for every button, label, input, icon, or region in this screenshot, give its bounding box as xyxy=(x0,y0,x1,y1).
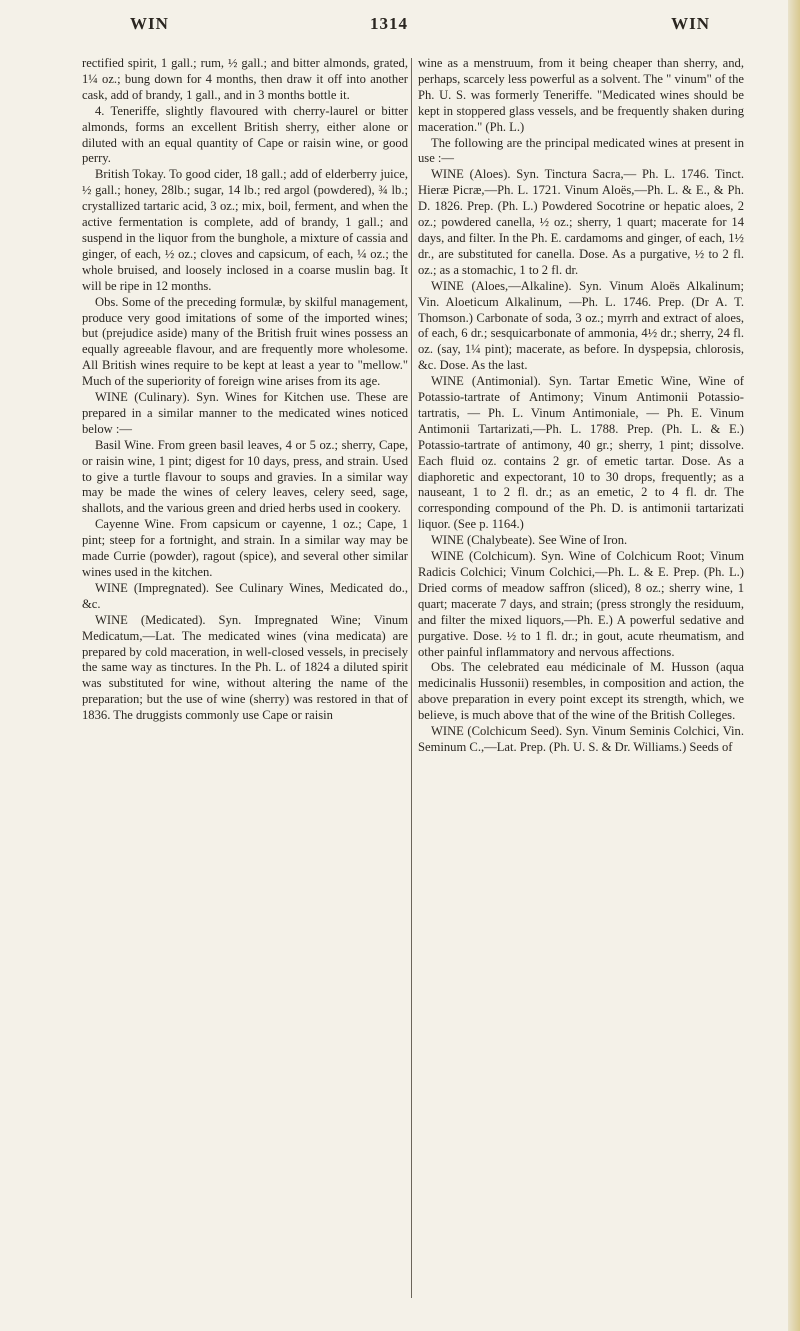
right-column xyxy=(418,56,744,756)
entry-wine-colchicum: WINE (Colchicum). Syn. Wine of Colchicum Root; Vinum Radicis Colchici; Vinum Colchici,—Ph. L. & E. Prep. (Ph. L.) Dried corms of meadow saffron (sliced), 8 oz.; sherry wine, 1 quart; macerate 7 days, and strain; (press strongly the residuum, and filter the mixed liquors,—Ph. E.) A powerful sedative and purgative. Dose. ½ to 1 fl. dr.; in gout, acute rheumatism, and other painful inflammatory and nervous affections. xyxy=(418,549,744,659)
paragraph-wine-menstruum: wine as a menstruum, from it being cheaper than sherry, and, perhaps, scarcely less powerful as a solvent. The " vinum" of the Ph. U. S. was formerly Teneriffe. "Medicated wines should be kept in stoppered glass vessels, and be frequently shaken during maceration." (Ph. L.) xyxy=(418,56,744,134)
entry-wine-culinary: WINE (Culinary). Syn. Wines for Kitchen use. These are prepared in a similar manner to the medicated wines noticed below :— xyxy=(82,390,408,436)
entry-wine-chalybeate: WINE (Chalybeate). See Wine of Iron. xyxy=(431,533,628,548)
entry-wine-impregnated: WINE (Impregnated). See Culinary Wines, Medicated do., &c. xyxy=(82,580,408,611)
paragraph-basil-wine: Basil Wine. From green basil leaves, 4 or 5 oz.; sherry, Cape, or raisin wine, 1 pint; digest for 10 days, press, and strain. Used to give a turtle flavour to soups and gravies. In a similar way may be made the wines of celery leaves, celery seed, sage, shallots, and the various green and dried herbs used in cookery. xyxy=(82,437,408,516)
entry-wine-antimonial: WINE (Antimonial). Syn. Tartar Emetic Wine, Wine of Potassio-tartrate of Antimony; Vinum Antimonii Potassio-tartratis, — Ph. L. Vinum Antimoniale, — Ph. E. Vinum Antimonii Tartarizati,—Ph. L. 1788. Prep. (Ph. L. & E.) Potassio-tartrate of antimony, 40 gr.; sherry, 1 pint; dissolve. Each fluid oz. contains 2 gr. of emetic tartar. Dose. As a diaphoretic and expectorant, 10 to 30 drops, frequently; as a nauseant, 1 to 2 fl. dr.; as an emetic, 2 to 4 fl. dr. The corresponding compound of the Ph. D. is antimonii tartarizati liquor. (See p. 1164.) xyxy=(418,374,744,532)
header-left-word: WIN xyxy=(130,14,169,33)
paragraph-british-tokay: British Tokay. To good cider, 18 gall.; add of elderberry juice, ½ gall.; honey, 28lb.; sugar, 14 lb.; red argol (powdered), ¾ lb.; crystallized tartaric acid, 3 oz.; mix, boil, ferment, and when the active fermentation is complete, add of brandy, 1 gall.; and suspend in the liquor from the bunghole, a mixture of cassia and ginger, of each, ½ oz.; cloves and capsicum, of each, ¼ oz.; the whole bruised, and loosely inclosed in a coarse muslin bag. It will be ripe in 12 months. xyxy=(82,167,408,293)
header-right-word: WIN xyxy=(671,14,710,33)
paragraph-obs-formulae: Obs. Some of the preceding formulæ, by skilful management, produce very good imitations of some of the imported wines; but (prejudice aside) many of the British fruit wines possess an equally agreeable flavour, and are frequently more wholesome. All British wines require to be kept at least a year to "mellow." Much of the superiority of foreign wine arises from its age. xyxy=(82,294,408,389)
paragraph-principal-wines: The following are the principal medicated wines at present in use :— xyxy=(418,135,744,166)
page-edge-shadow xyxy=(788,0,800,1331)
running-header xyxy=(80,14,730,38)
entry-wine-aloes: WINE (Aloes). Syn. Tinctura Sacra,— Ph. L. 1746. Tinct. Hieræ Picræ,—Ph. L. 1721. Vinum Aloës,—Ph. L. & E., & Ph. D. 1826. Prep. (Ph. L.) Powdered Socotrine or hepatic aloes, 2 oz.; powdered canella, ½ oz.; sherry, 1 quart; macerate for 14 days, and filter. In the Ph. E. cardamoms and ginger, of each, 1½ dr., are substituted for canella. Dose. As a purgative, ½ to 2 fl. oz.; as a stomachic, 1 to 2 fl. dr. xyxy=(418,167,744,277)
paragraph-rectified-spirit: rectified spirit, 1 gall.; rum, ½ gall.; and bitter almonds, grated, 1¼ oz.; bung down for 4 months, then draw it off into another cask, add of brandy, 1 gall., and in 3 months bottle it. xyxy=(82,56,408,102)
paragraph-teneriffe: 4. Teneriffe, slightly flavoured with cherry-laurel or bitter almonds, forms an excellent British sherry, either alone or diluted with an equal quantity of Cape or raisin wine, or good perry. xyxy=(82,103,408,166)
paragraph-cayenne-wine: Cayenne Wine. From capsicum or cayenne, 1 oz.; Cape, 1 pint; steep for a fortnight, and strain. In a similar way may be made Currie (powder), ragout (spice), and several other similar wines used in the kitchen. xyxy=(82,517,408,579)
page-number: 1314 xyxy=(370,14,408,33)
paragraph-obs-eau-medicinale: Obs. The celebrated eau médicinale of M. Husson (aqua medicinalis Hussonii) resembles, in composition and action, the above preparation in every point except its strength, which, we believe, is much above that of the wine of the British Colleges. xyxy=(418,660,744,723)
entry-wine-medicated: WINE (Medicated). Syn. Impregnated Wine; Vinum Medicatum,—Lat. The medicated wines (vina medicata) are prepared by cold maceration, in well-closed vessels, in precisely the same way as tinctures. In the Ph. L. of 1824 a diluted spirit was substituted for wine, without altering the name of the preparation; but the use of wine (sherry) was restored in that of 1836. The druggists commonly use Cape or raisin xyxy=(82,612,408,723)
entry-wine-colchicum-seed: WINE (Colchicum Seed). Syn. Vinum Seminis Colchici, Vin. Seminum C.,—Lat. Prep. (Ph. U. S. & Dr. Williams.) Seeds of xyxy=(418,724,744,754)
left-column xyxy=(82,56,408,724)
column-divider xyxy=(411,58,412,1298)
entry-wine-aloes-alkaline: WINE (Aloes,—Alkaline). Syn. Vinum Aloës Alkalinum; Vin. Aloeticum Alkalinum, —Ph. L. 1746. Prep. (Dr A. T. Thomson.) Carbonate of soda, 3 oz.; myrrh and extract of aloes, of each, 6 dr.; sesquicarbonate of ammonia, 4½ dr.; sherry, 24 fl. oz. (say, 1¼ pint); macerate, as before. In dyspepsia, chlorosis, &c. Dose. As the last. xyxy=(418,278,744,373)
